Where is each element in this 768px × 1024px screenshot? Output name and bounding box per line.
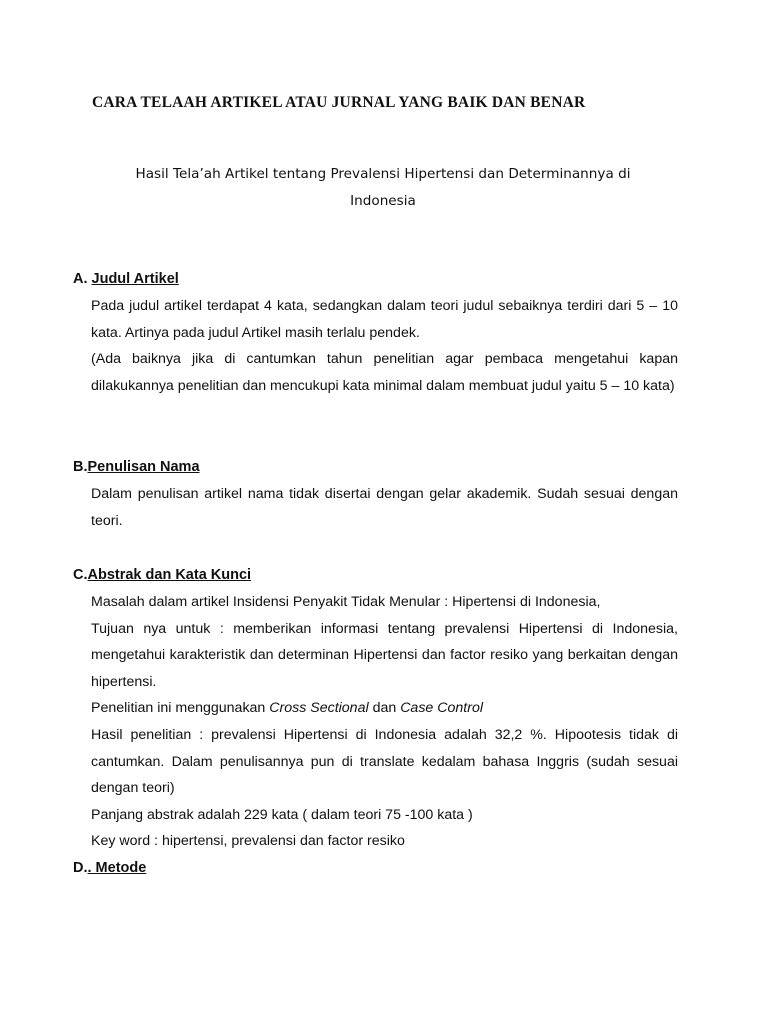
section-c-label: Abstrak dan Kata Kunci [87,567,252,583]
method-case-control: Case Control [400,700,483,717]
section-c-paragraph-1: Masalah dalam artikel Insidensi Penyakit Tidak Menular : Hipertensi di Indonesia, [91,594,601,610]
section-a-heading [73,271,179,287]
section-c-letter: C. [73,567,88,583]
section-b-body [91,481,678,534]
method-intro-text: Penelitian ini menggunakan [91,700,270,717]
subtitle-line-2: Indonesia [350,193,416,209]
section-c-body [91,589,678,855]
section-b-paragraph-1: Dalam penulisan artikel nama tidak disertai dengan gelar akademik. Sudah sesuai dengan teori. [91,486,678,529]
section-a-label: Judul Artikel [91,271,179,287]
section-c-paragraph-4: Hasil penelitian : prevalensi Hipertensi di Indonesia adalah 32,2 %. Hipootesis tidak di cantumkan. Dalam penulisannya pun di translate kedalam bahasa Inggris (sudah sesuai dengan teori) [91,726,678,797]
section-a-letter: A. [73,271,88,287]
section-d-letter: D. [73,860,88,876]
section-d-heading [73,860,146,876]
section-d-label: . Metode [87,860,147,876]
section-c-paragraph-2: Tujuan nya untuk : memberikan informasi tentang prevalensi Hipertensi di Indonesia, mengetahui karakteristik dan determinan Hipertensi dan factor resiko yang berkaitan dengan hipertensi. [91,620,678,690]
section-c-paragraph-3 [91,695,678,722]
section-c-paragraph-6: Key word : hipertensi, prevalensi dan factor resiko [91,833,405,850]
section-a-paragraph-1: Pada judul artikel terdapat 4 kata, sedangkan dalam teori judul sebaiknya terdiri dari 5 – 10 kata. Artinya pada judul Artikel masih terlalu pendek. [91,298,678,341]
document-subtitle [100,161,666,215]
section-b-letter: B. [73,459,88,475]
section-b-label: Penulisan Nama [87,459,200,475]
document-title: CARA TELAAH ARTIKEL ATAU JURNAL YANG BAIK DAN BENAR [92,94,586,111]
section-c-paragraph-5: Panjang abstrak adalah 229 kata ( dalam teori 75 -100 kata ) [91,806,473,823]
section-b-heading [73,459,200,475]
section-a-body [91,293,678,399]
section-a-paragraph-2: (Ada baiknya jika di cantumkan tahun penelitian agar pembaca mengetahui kapan dilakukannya penelitian dan mencukupi kata minimal dalam membuat judul yaitu 5 – 10 kata) [91,351,678,394]
method-conjunction: dan [368,700,401,717]
method-cross-sectional: Cross Sectional [269,700,369,717]
section-c-heading [73,567,251,583]
subtitle-line-1: Hasil Tela’ah Artikel tentang Prevalensi Hipertensi dan Determinannya di [135,166,631,182]
